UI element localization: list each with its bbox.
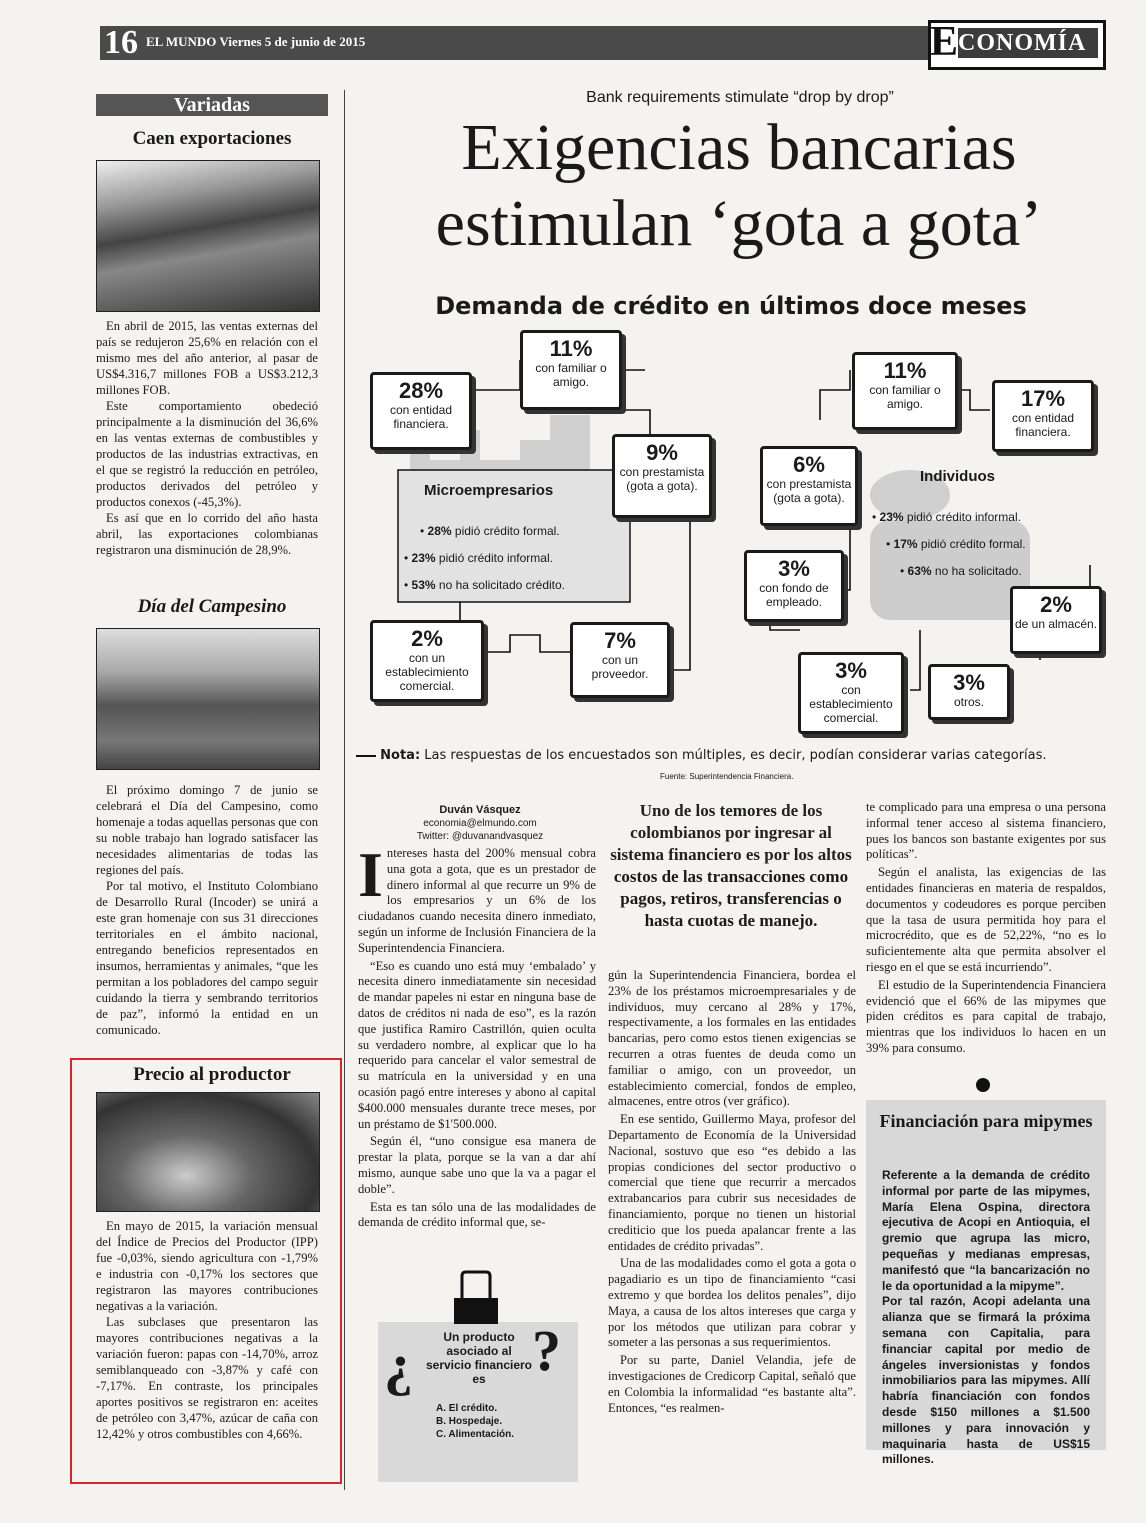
- bullet-text: no ha solicitado.: [934, 564, 1022, 578]
- box-pct: 11%: [883, 358, 927, 383]
- box-indiv-fondo: [744, 550, 844, 622]
- story-text-exportaciones: [96, 318, 318, 558]
- author-twitter: Twitter: @duvanandvasquez: [416, 831, 544, 842]
- box-label: con entidad financiera.: [389, 403, 453, 431]
- box-label: con familiar o amigo.: [869, 383, 941, 411]
- paragraph: El próximo domingo 7 de junio se celebrará el Día del Campesino, como homenaje a todas aquellas personas que con su noble trabajo han logrado satisfacer las necesidades alimentarias de todas las regiones del país.: [96, 783, 318, 877]
- micro-bullet: • 53% no ha solicitado crédito.: [404, 578, 565, 592]
- box-pct: 3%: [953, 670, 985, 695]
- indiv-group-title: Individuos: [920, 468, 995, 485]
- quiz-option: C. Alimentación.: [436, 1429, 514, 1440]
- paragraph: te complicado para una empresa o una persona informal tener acceso al sistema financiero, pues los bancos son bastante exigentes por sus políticas”.: [866, 800, 1106, 862]
- box-indiv-prestamista: [760, 446, 858, 526]
- pull-quote: [606, 800, 856, 932]
- chart-note: [356, 744, 1100, 768]
- bullet-text: pidió crédito informal.: [438, 551, 553, 565]
- box-pct: 2%: [411, 626, 443, 651]
- farmers-field-photo: [96, 628, 320, 770]
- financiacion-title: Financiación para mipymes: [879, 1111, 1093, 1131]
- box-indiv-familiar: [852, 352, 958, 430]
- section-first-letter: E: [930, 19, 959, 65]
- article-column-2: [608, 968, 856, 1418]
- paragraph: Las subclases que presentaron las mayores contribuciones negativas a la variación fueron: papas con -14,70%, arroz semiblanqueado con -3,87% y café con -7,17%. En contraste, los principales aportes positivos se registraron en: aceites de petróleo con 3,47%, azúcar de caña con 12,42% y otros combustibles con 4,66%.: [96, 1315, 318, 1441]
- paragraph: Una de las modalidades como el gota a gota o pagadiario es un tipo de financiamiento “casi extremo y que bordea los delitos penales”, dijo Maya, a causa de los altos intereses que carga y por los métodos que utilizan para cobrar y someter a las personas a sus requerimientos.: [608, 1256, 856, 1350]
- paragraph: Referente a la demanda de crédito informal por parte de las mipymes, María Elena Ospina, directora ejecutiva de Acopi en Antioquia, el gremio que agrupa las micro, pequeñas y medianas empresas, manifestó que “la bancarización no le da oportunidad a la mipyme”.: [882, 1168, 1090, 1293]
- box-indiv-almacen: [1010, 586, 1102, 654]
- bullet-text: pidió crédito formal.: [454, 524, 560, 538]
- paragraph: Este comportamiento obedeció principalmente a la disminución del 36,6% en las ventas externas de combustibles y productos de las industrias extractivas, en el que se registró la reducción en petróleo, productos derivados del petróleo y productos conexos (-45,3%).: [96, 399, 318, 509]
- box-pct: 9%: [646, 440, 678, 465]
- story-text-campesino: [96, 782, 318, 1038]
- financiacion-text: [882, 1168, 1090, 1468]
- paragraph: Es así que en lo corrido del año hasta abril, las exportaciones colombianas registraron una disminución de 28,9%.: [96, 511, 318, 557]
- bullet-text: pidió crédito informal.: [906, 510, 1021, 524]
- paragraph: gún la Superintendencia Financiera, bordea el 23% de los préstamos microempresariales y de individuos, muy cercano al 28% y 17%, respectivamente, a los formales en las entidades bancarias, pero como estos tienen exigencias se recurren a otras fuentes de deuda como un familiar o amigo, con un proveedor, un establecimiento comercial, fondos de empleo, almacenes, entre otros (ver gráfico).: [608, 968, 856, 1109]
- quiz-question: Un producto asociado al servicio financiero es: [425, 1330, 533, 1386]
- column-divider: [344, 90, 345, 1490]
- box-micro-prestamista: [612, 434, 712, 518]
- indiv-bullet: • 23% pidió crédito informal.: [872, 510, 1021, 524]
- box-pct: 2%: [1040, 592, 1072, 617]
- box-label: de un almacén.: [1014, 617, 1098, 631]
- header-info: EL MUNDO Viernes 5 de junio de 2015: [146, 34, 366, 49]
- author-email: economia@elmundo.com: [423, 818, 537, 829]
- paragraph: Por tal motivo, el Instituto Colombiano de Desarrollo Rural (Incoder) se unirá a este gran homenaje con sus 31 direcciones territoriales en el ámbito nacional, entregando beneficios representados en insumos, herramientas y animales, “que les permitan a los pobladores del campo seguir cuidando la tierra y sembrando territorios de paz”, informó la entidad en un comunicado.: [96, 879, 318, 1037]
- paragraph: En ese sentido, Guillermo Maya, profesor del Departamento de Economía de la Universidad Nacional, sostuvo que eso “es debido a las propias condiciones del sector productivo o comercial que tiene que recurrir a mercados extrabancarios para cubrir sus necesidades de financiamiento, porque no tienen un historial crediticio que los pueda apalancar frente a las entidades de crédito privadas”.: [608, 1112, 856, 1253]
- micro-group-title: Microempresarios: [424, 482, 554, 499]
- pull-quote-rest: costos de las transacciones como pagos, retiros, transferencias o hasta cuotas de manejo.: [613, 867, 849, 930]
- pull-quote-lead: Uno de los temores de los colombianos por ingresar al sistema financiero es por los altos: [610, 801, 852, 864]
- story-title-precio: Precio al productor: [133, 1064, 291, 1085]
- article-column-3: [866, 800, 1106, 1059]
- story-title-campesino: Día del Campesino: [137, 596, 287, 617]
- quiz-close-question-mark: ?: [532, 1318, 561, 1383]
- box-pct: 28%: [398, 378, 444, 403]
- story-text-precio: [96, 1218, 318, 1442]
- article-column-1: [358, 839, 596, 1233]
- box-pct: 6%: [793, 452, 825, 477]
- author-name: Duván Vásquez: [439, 804, 521, 816]
- bullet-pct: 17%: [893, 537, 918, 551]
- box-micro-entidad: [370, 372, 472, 450]
- box-indiv-establecimiento: [798, 652, 904, 734]
- box-micro-establecimiento: [370, 620, 484, 702]
- chart-source: Fuente: Superintendencia Financiera.: [660, 772, 794, 781]
- page-number: 16: [104, 24, 138, 61]
- box-indiv-otros: [928, 664, 1010, 720]
- paragraph: Por tal razón, Acopi adelanta una alianza que se firmará la próxima semana con Capitalia, para financiar capital por medio de ángeles inversionistas y fondos inmobiliarios para las mipymes. Allí habría financiación con fondos desde $150 millones a $1.500 millones y para innovación y maquinaria hasta de US$15 millones.: [882, 1294, 1090, 1467]
- note-rule: [356, 755, 376, 757]
- box-indiv-entidad: [992, 380, 1094, 452]
- note-text: Las respuestas de los encuestados son múltiples, es decir, podían considerar varias categorías.: [424, 748, 1047, 763]
- section-name: CONOMÍA: [958, 28, 1098, 58]
- bullet-pct: 28%: [427, 524, 452, 538]
- headline: [354, 110, 1124, 262]
- box-label: con entidad financiera.: [1011, 411, 1075, 439]
- box-pct: 7%: [604, 628, 636, 653]
- headline-line: Exigencias bancarias: [461, 111, 1017, 184]
- car-factory-photo: [96, 1092, 320, 1212]
- paragraph: Esta es tan sólo una de las modalidades de demanda de crédito informal que, se-: [358, 1199, 596, 1230]
- box-label: con un establecimiento comercial.: [385, 651, 469, 693]
- box-label: con prestamista (gota a gota).: [619, 465, 705, 493]
- paragraph: Según él, “uno consigue esa manera de prestar la plata, porque se la van a dar ahí mismo, aunque sabe uno que la va a pagar el doble”.: [358, 1134, 596, 1196]
- micro-bullet: • 28% pidió crédito formal.: [420, 524, 560, 538]
- bullet-dot-icon: [976, 1078, 990, 1092]
- chart-title: Demanda de crédito en últimos doce meses: [435, 292, 1027, 320]
- paragraph: “Eso es cuando uno está muy ‘embalado’ y necesita dinero inmediatamente sin necesidad de mandar papeles ni estar en ninguna base de datos de créditos ni nada de eso”, es la razón que justifica Ramiro Castrillón, quien oculta su verdadero nombre, al explicar que lo ha requerido para cancelar el valor semestral de su matrícula en la universidad y en una ocasión pagó entre intereses y abono al capital $400.000 mensuales durante trece meses, por un préstamo de $1'500.000.: [358, 958, 596, 1131]
- paragraph: En abril de 2015, las ventas externas del país se redujeron 25,6% en relación con el mismo mes del año anterior, al pasar de US$4.316,7 millones FOB a US$3.212,3 millones FOB.: [96, 319, 318, 397]
- box-pct: 3%: [835, 658, 867, 683]
- byline: [360, 804, 600, 843]
- note-label: Nota:: [380, 748, 421, 763]
- paragraph: ntereses hasta del 200% mensual cobra una gota a gota, que es un prestador de dinero informal al que recurre un 9% de los empresarios y un 6% de los ciudadanos cuando necesita dinero inmediato, según un informe de Inclusión Financiera de la Superintendencia Financiera.: [358, 846, 596, 955]
- micro-bullet: • 23% pidió crédito informal.: [404, 551, 553, 565]
- quiz-option: A. El crédito.: [436, 1403, 498, 1414]
- bullet-pct: 23%: [879, 510, 904, 524]
- port-containers-photo: [96, 160, 320, 312]
- drop-cap: I: [358, 839, 383, 910]
- bullet-pct: 53%: [411, 578, 436, 592]
- paragraph: En mayo de 2015, la variación mensual del Índice de Precios del Productor (IPP) fue -0,03%, siendo agricultura con -1,79% e industria con -0,17% los sectores que registraron las mayores contribuciones negativas a la variación.: [96, 1219, 318, 1313]
- box-pct: 3%: [778, 556, 810, 581]
- box-micro-familiar: [520, 330, 622, 410]
- kicker: Bank requirements stimulate “drop by drop”: [586, 89, 894, 106]
- box-pct: 11%: [549, 336, 593, 361]
- quiz-open-question-mark: ¿: [384, 1332, 413, 1397]
- paragraph: Por su parte, Daniel Velandia, jefe de investigaciones de Credicorp Capital, señaló que en Colombia la informalidad “es bastante alta”. Entonces, “es realmen-: [608, 1353, 856, 1415]
- quiz-options: [436, 1402, 514, 1441]
- paragraph: Según el analista, las exigencias de las entidades financieras en materia de respaldos, documentos y codeudores es porque perciben que la tasa de usura permitida hoy para el microcrédito, que es de 52,22%, “no es lo suficientemente alta que permita absolver el riesgo en el que se está incurriendo”.: [866, 865, 1106, 974]
- sidebar-section-title: Variadas: [96, 94, 328, 116]
- binder-clip-icon: [452, 1270, 500, 1326]
- box-label: con un proveedor.: [591, 653, 649, 681]
- indiv-bullet: • 17% pidió crédito formal.: [886, 537, 1026, 551]
- paragraph: El estudio de la Superintendencia Financiera evidenció que el 66% de las mipymes que piden créditos es para capital de trabajo, mientras que los individuos lo hacen en un 39% para consumo.: [866, 977, 1106, 1055]
- quiz-option: B. Hospedaje.: [436, 1416, 503, 1427]
- bullet-pct: 23%: [411, 551, 436, 565]
- indiv-bullet: • 63% no ha solicitado.: [900, 564, 1022, 578]
- box-label: con prestamista (gota a gota).: [766, 477, 852, 505]
- story-title-exportaciones: Caen exportaciones: [132, 128, 292, 149]
- box-label: con familiar o amigo.: [535, 361, 607, 389]
- box-pct: 17%: [1020, 386, 1066, 411]
- box-label: con establecimiento comercial.: [809, 683, 893, 725]
- bullet-pct: 63%: [907, 564, 932, 578]
- bullet-text: pidió crédito formal.: [920, 537, 1026, 551]
- box-micro-proveedor: [570, 622, 670, 698]
- box-label: con fondo de empleado.: [759, 581, 829, 609]
- headline-line: estimulan ‘gota a gota’: [435, 187, 1043, 260]
- box-label: otros.: [953, 695, 984, 709]
- bullet-text: no ha solicitado crédito.: [438, 578, 565, 592]
